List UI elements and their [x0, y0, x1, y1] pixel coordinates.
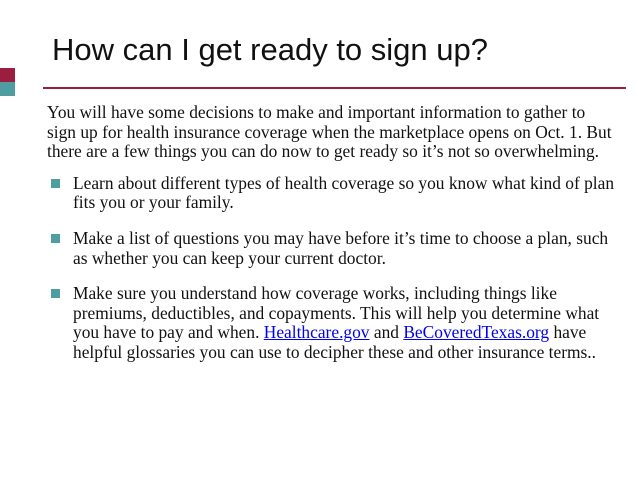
title-underline: [43, 87, 626, 89]
bullet-item: [47, 229, 617, 268]
becoveredtexas-link[interactable]: BeCoveredTexas.org: [403, 322, 550, 343]
bullet-text-after: have helpful glossaries you can use to decipher these and other insurance terms..: [73, 322, 597, 362]
accent-block-bottom: [0, 82, 15, 96]
slide-body: [47, 103, 617, 379]
bullet-item: [47, 284, 617, 362]
square-bullet-icon: [51, 289, 60, 298]
bullet-text-middle: and: [369, 322, 404, 343]
healthcare-gov-link[interactable]: Healthcare.gov: [263, 322, 370, 343]
slide-title: How can I get ready to sign up?: [52, 32, 488, 67]
bullet-item: [47, 174, 617, 213]
square-bullet-icon: [51, 179, 60, 188]
square-bullet-icon: [51, 234, 60, 243]
bullet-text: Make a list of questions you may have before it’s time to choose a plan, such as whether you can keep your current doctor.: [73, 227, 609, 268]
bullet-list: [47, 174, 617, 363]
bullet-text: Learn about different types of health coverage so you know what kind of plan fits you or your family.: [73, 172, 615, 213]
bullet-text-before: Make sure you understand how coverage works, including things like premiums, deductibles, and copayments. This will help you determine what you have to pay and when.: [73, 283, 600, 343]
accent-block-top: [0, 68, 15, 82]
intro-paragraph: You will have some decisions to make and important information to gather to sign up for health insurance coverage when the marketplace opens on Oct. 1. But there are a few things you can do now to get ready so it’s not so overwhelming.: [47, 102, 612, 162]
